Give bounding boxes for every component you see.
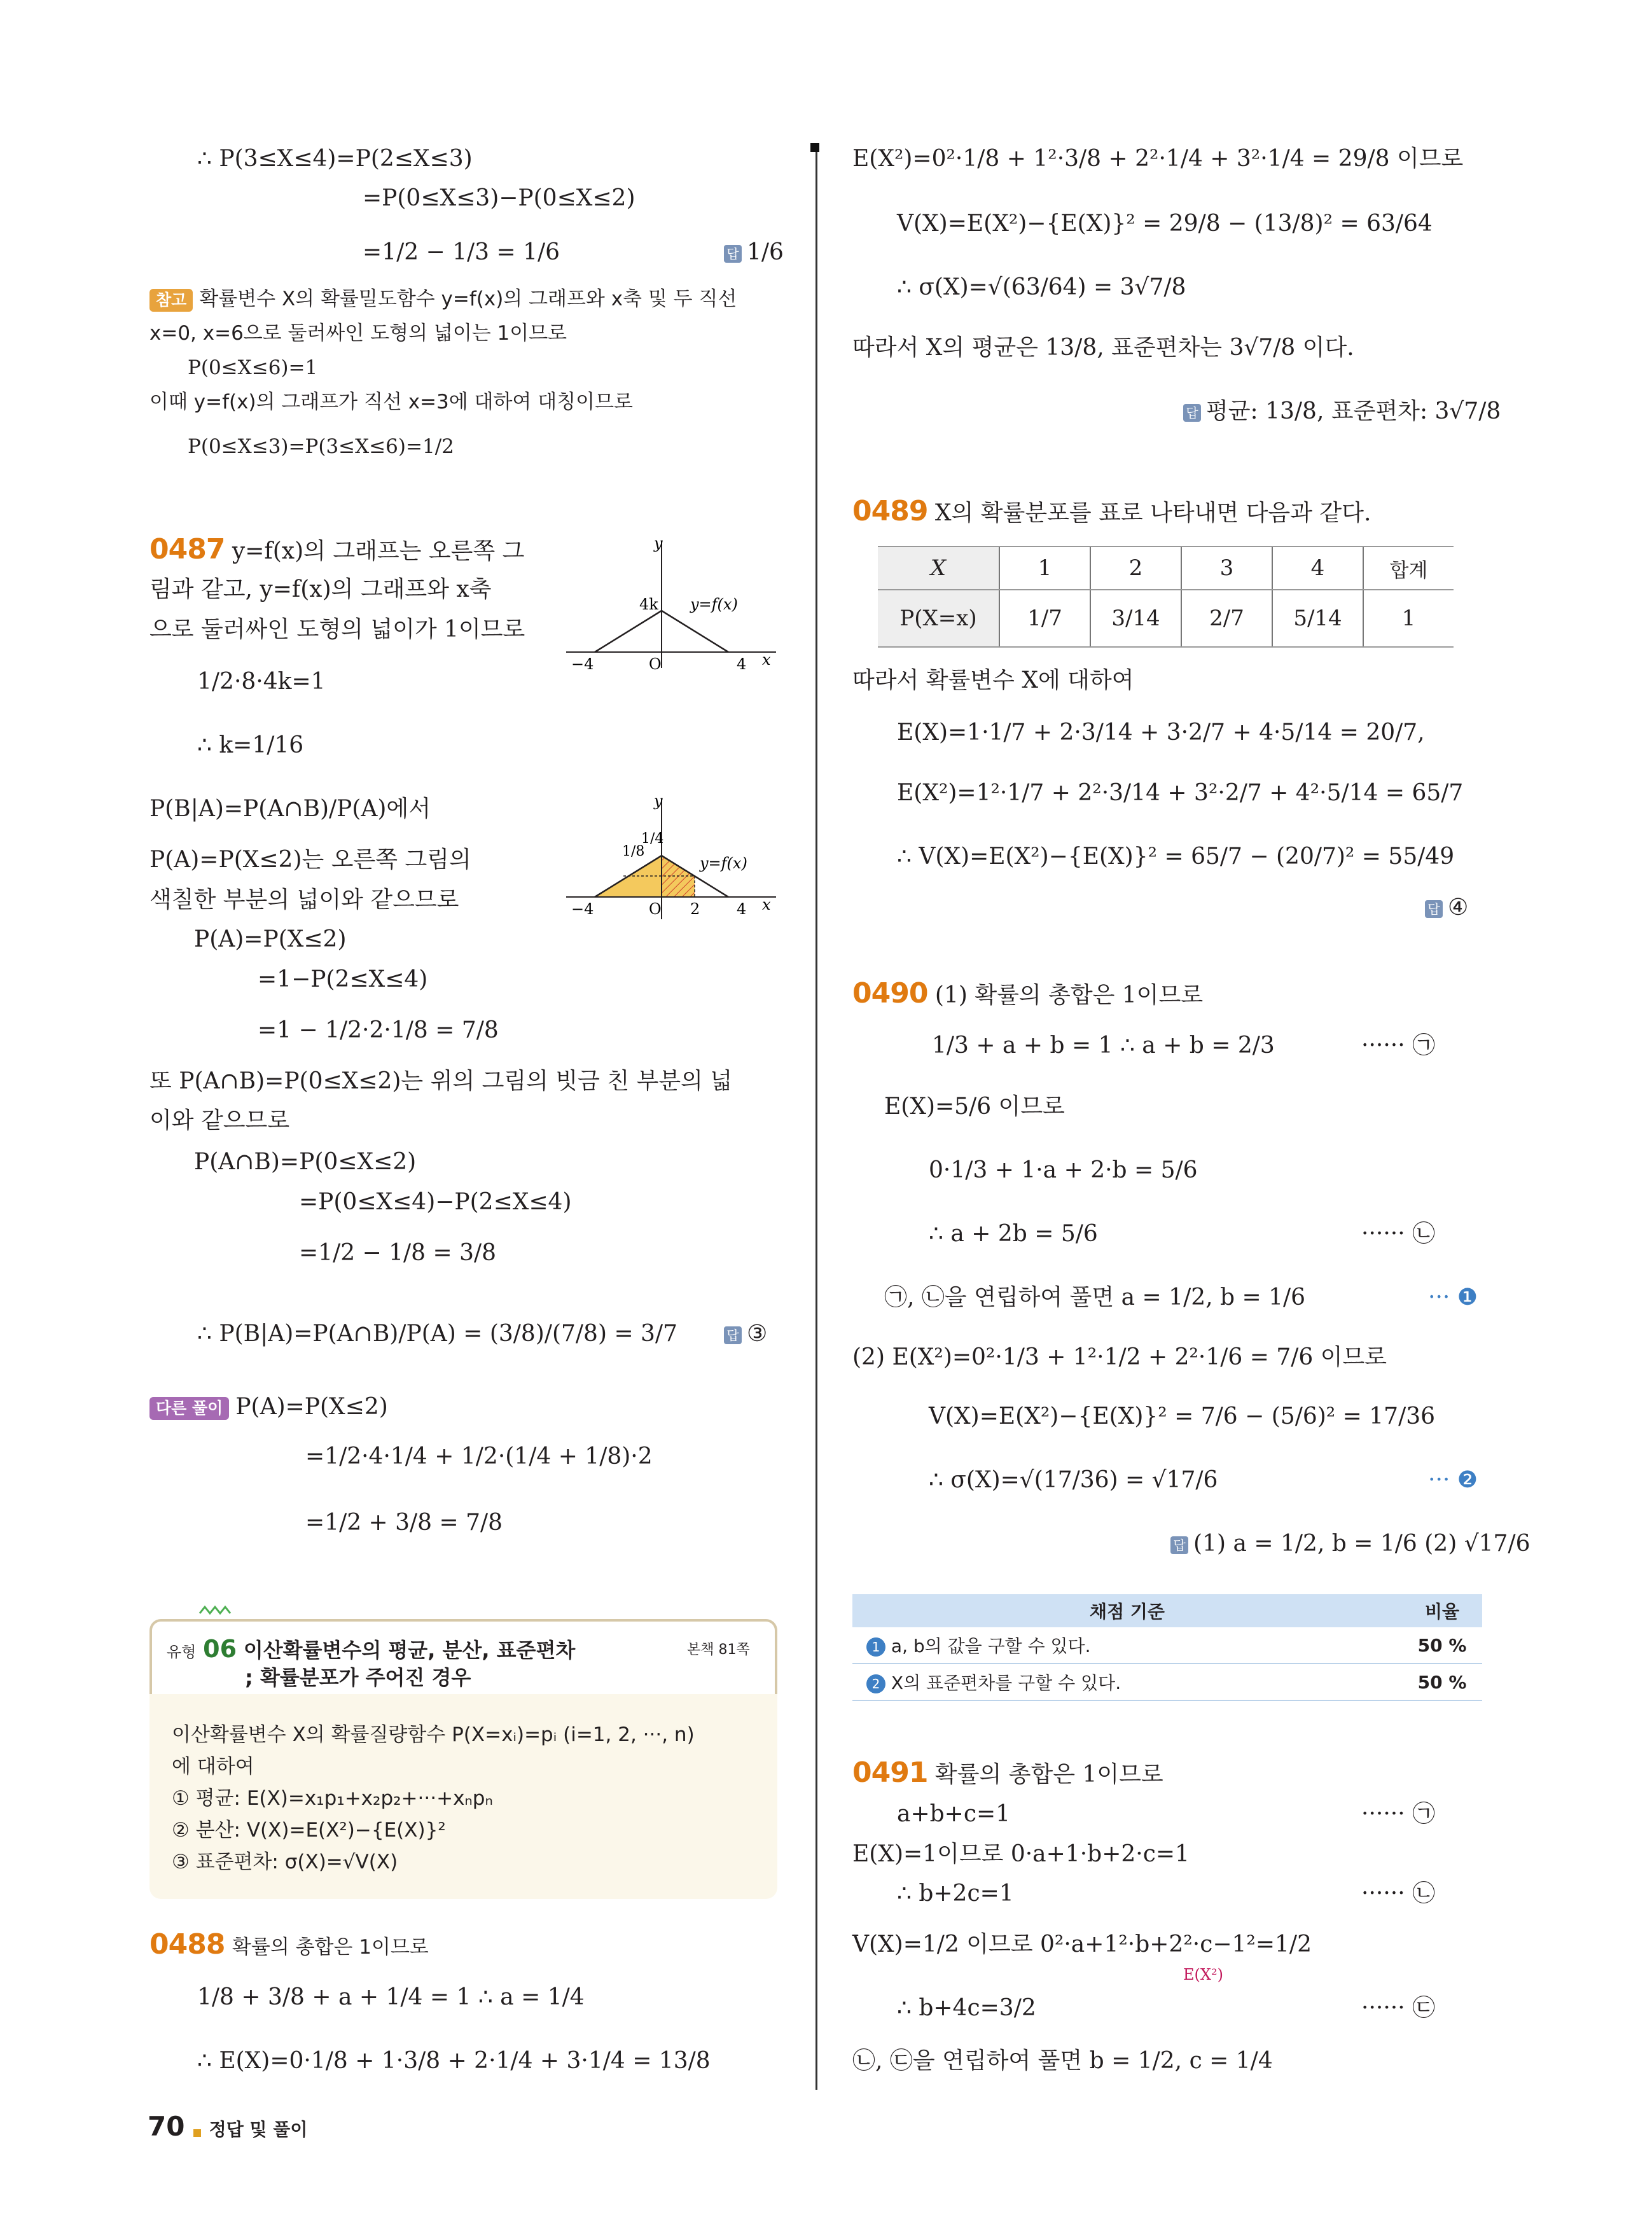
table-header-x: X [878, 546, 999, 590]
problem-0490-line-8: V(X)=E(X²)−{E(X)}² = 7/6 − (5/6)² = 17/36 [929, 1403, 1436, 1429]
alt-solution-line-2: =1/2·4·1/4 + 1/2·(1/4 + 1/8)·2 [305, 1443, 653, 1470]
problem-0489-line-5: ∴ V(X)=E(X²)−{E(X)}² = 65/7 − (20/7)² = 55/49 [897, 844, 1455, 870]
alt-solution-line-1 [149, 1393, 388, 1421]
peak-label: 4k [639, 595, 658, 613]
problem-0489-line-1 [852, 497, 1371, 527]
problem-0489-line-4: E(X²)=1²·1/7 + 2²·3/14 + 3²·2/7 + 4²·5/14 = 65/7 [897, 780, 1464, 806]
table-cell: 1 [999, 546, 1090, 590]
table-cell: 1/7 [999, 590, 1090, 647]
type-title-2: ; 확률분포가 주어진 경우 [245, 1665, 471, 1690]
problem-0488-line-2: 1/8 + 3/8 + a + 1/4 = 1 ∴ a = 1/4 [197, 1984, 585, 2010]
problem-0487-line-4: 1/2·8·4k=1 [197, 669, 326, 695]
grade-criteria-text-1: a, b의 값을 구할 수 있다. [891, 1636, 1091, 1657]
problem-0487-text-1: y=f(x)의 그래프는 오른쪽 그 [232, 538, 525, 564]
divider-marker [810, 143, 819, 152]
x-label: x [762, 896, 771, 914]
table-row [878, 546, 1454, 590]
table-row [852, 1627, 1482, 1664]
problem-0487-line-14: P(A∩B)=P(0≤X≤2) [194, 1149, 417, 1175]
note-tag: 참고 [149, 289, 193, 312]
problem-0490-text-1: (1) 확률의 총합은 1이므로 [934, 982, 1204, 1008]
problem-0487-line-9: P(A)=P(X≤2) [194, 926, 347, 952]
problem-0487-line-7: P(A)=P(X≤2)는 오른쪽 그림의 [149, 847, 471, 873]
right-cont-line-2: V(X)=E(X²)−{E(X)}² = 29/8 − (13/8)² = 63/64 [897, 211, 1433, 237]
table-cell: 3 [1181, 546, 1272, 590]
problem-0489-text-1: X의 확률분포를 표로 나타내면 다음과 같다. [934, 500, 1371, 526]
type-ref: 본책 81쪽 [687, 1642, 750, 1658]
marker-1: ······ ㉠ [1361, 1032, 1436, 1059]
type-label: 유형 [167, 1643, 197, 1661]
problem-0487-line-6: P(B|A)=P(A∩B)/P(A)에서 [149, 796, 431, 822]
problem-0487-line-2: 림과 같고, y=f(x)의 그래프와 x축 [149, 576, 492, 602]
problem-0487-line-17: ∴ P(B|A)=P(A∩B)/P(A) = (3/8)/(7/8) = 3/7 [197, 1321, 677, 1347]
table-cell: 3/14 [1090, 590, 1181, 647]
distribution-table [878, 546, 1454, 648]
note-line-2: x=0, x=6으로 둘러싸인 도형의 넓이는 1이므로 [149, 322, 567, 345]
x-label: x [762, 651, 771, 669]
problem-0491-line-1 [852, 1756, 1163, 1789]
problem-0490-line-9: ∴ σ(X)=√(17/36) = √17/6 [929, 1467, 1218, 1493]
problem-0487-line-13: 이와 같으므로 [149, 1108, 290, 1134]
problem-0491-line-4: ∴ b+2c=1 [897, 1880, 1014, 1907]
problem-0490-line-7: (2) E(X²)=0²·1/3 + 1²·1/2 + 2²·1/6 = 7/6 이므로 [852, 1344, 1387, 1370]
wave-decoration-icon [198, 1602, 237, 1618]
alt-solution-text-1: P(A)=P(X≤2) [235, 1394, 388, 1420]
origin-label: O [649, 900, 662, 918]
problem-0489-line-2: 따라서 확률변수 X에 대하여 [852, 667, 1134, 693]
problem-0490-line-2: 1/3 + a + b = 1 ∴ a + b = 2/3 [932, 1032, 1275, 1059]
note-line-3: P(0≤X≤6)=1 [188, 356, 318, 379]
problem-number-0489: 0489 [852, 495, 928, 527]
type-body-5: ③ 표준편차: σ(X)=√V(X) [172, 1851, 398, 1873]
function-label: y=f(x) [690, 595, 738, 613]
problem-0487-line-16: =1/2 − 1/8 = 3/8 [299, 1240, 497, 1266]
grade-header-criteria: 채점 기준 [852, 1594, 1402, 1627]
type-body-2: 에 대하여 [172, 1755, 254, 1778]
problem-0491-note: E(X²) [1183, 1966, 1223, 1984]
answer-value: (1) a = 1/2, b = 1/6 (2) √17/6 [1193, 1531, 1531, 1557]
problem-0487-line-15: =P(0≤X≤4)−P(2≤X≤4) [299, 1189, 572, 1215]
table-cell: 4 [1272, 546, 1363, 590]
function-label: y=f(x) [700, 854, 747, 872]
problem-0489-line-3: E(X)=1·1/7 + 2·3/14 + 3·2/7 + 4·5/14 = 20/7, [897, 719, 1425, 746]
page-number: 70 [148, 2111, 185, 2142]
answer-icon: 답 [1183, 404, 1201, 422]
graph-triangle [560, 534, 782, 671]
marker-2: ······ ㉡ [1361, 1880, 1436, 1907]
cont-answer [724, 239, 784, 267]
problem-number-0490: 0490 [852, 977, 928, 1010]
problem-0491-line-5: V(X)=1/2 이므로 0²·a+1²·b+2²·c−1²=1/2 [852, 1931, 1312, 1957]
problem-0491-text-1: 확률의 총합은 1이므로 [934, 1762, 1163, 1788]
type-title-1: 이산확률변수의 평균, 분산, 표준편차 [243, 1638, 576, 1662]
grade-criteria-text-2: X의 표준편차를 구할 수 있다. [891, 1672, 1121, 1693]
problem-0490-line-1 [852, 977, 1204, 1010]
right-cont-line-3: ∴ σ(X)=√(63/64) = 3√7/8 [897, 274, 1186, 300]
problem-0488-line-1 [149, 1928, 429, 1961]
answer-icon: 답 [1425, 900, 1443, 918]
answer-value: ④ [1448, 894, 1469, 921]
grade-ratio-1: 50 % [1402, 1627, 1482, 1664]
problem-0488-line-3: ∴ E(X)=0·1/8 + 1·3/8 + 2·1/4 + 3·1/4 = 13/8 [197, 2048, 711, 2074]
neg-four-label: −4 [571, 900, 594, 918]
problem-number-0491: 0491 [852, 1756, 928, 1789]
table-header-p: P(X=x) [878, 590, 999, 647]
footer-bullet [193, 2129, 201, 2137]
problem-0490-line-3: E(X)=5/6 이므로 [884, 1094, 1065, 1120]
answer-value: ③ [747, 1321, 768, 1347]
y-label: y [654, 534, 663, 552]
cont-line-3: =1/2 − 1/3 = 1/6 [363, 239, 560, 265]
one-eighth-label: 1/8 [622, 844, 645, 859]
cont-line-2: =P(0≤X≤3)−P(0≤X≤2) [363, 185, 635, 211]
problem-0487-answer [724, 1320, 767, 1348]
problem-0488-text-1: 확률의 총합은 1이므로 [232, 1936, 429, 1959]
problem-0491-line-3: E(X)=1이므로 0·a+1·b+2·c=1 [852, 1841, 1190, 1867]
table-header-sum: 합계 [1363, 546, 1454, 590]
note-line-1 [149, 285, 737, 313]
answer-icon: 답 [724, 1326, 742, 1344]
y-label: y [654, 792, 663, 810]
problem-0491-line-6: ∴ b+4c=3/2 [897, 1995, 1036, 2021]
right-cont-line-1: E(X²)=0²·1/8 + 1²·3/8 + 2²·1/4 + 3²·1/4 = 29/8 이므로 [852, 146, 1464, 172]
table-cell: 5/14 [1272, 590, 1363, 647]
problem-0487-line-1 [149, 533, 525, 566]
answer-icon: 답 [724, 245, 742, 263]
alt-solution-tag: 다른 풀이 [149, 1397, 229, 1420]
cont-line-1: ∴ P(3≤X≤4)=P(2≤X≤3) [197, 146, 473, 172]
note-line-5: P(0≤X≤3)=P(3≤X≤6)=1/2 [188, 435, 454, 458]
graph-shaded [560, 792, 782, 929]
table-cell: 2 [1090, 546, 1181, 590]
step-badge-2: 2 [866, 1674, 885, 1693]
two-label: 2 [690, 900, 700, 918]
one-quarter-label: 1/4 [641, 831, 664, 847]
grade-criteria-1 [852, 1627, 1402, 1664]
note-line-4: 이때 y=f(x)의 그래프가 직선 x=3에 대하여 대칭이므로 [149, 391, 633, 414]
grade-criteria-2 [852, 1664, 1402, 1700]
type-body-3: ① 평균: E(X)=x₁p₁+x₂p₂+···+xₙpₙ [172, 1787, 493, 1810]
problem-0490-line-4: 0·1/3 + 1·a + 2·b = 5/6 [929, 1157, 1198, 1183]
table-row [852, 1594, 1482, 1627]
cont-answer-value: 1/6 [747, 239, 784, 265]
marker-3: ······ ㉢ [1361, 1995, 1436, 2021]
step-marker-1: ··· ❶ [1428, 1284, 1478, 1310]
problem-0487-line-12: 또 P(A∩B)=P(0≤X≤2)는 위의 그림의 빗금 친 부분의 넓 [149, 1068, 733, 1094]
origin-label: O [649, 655, 662, 671]
problem-number-0488: 0488 [149, 1928, 225, 1961]
neg-four-label: −4 [571, 655, 594, 671]
table-cell: 1 [1363, 590, 1454, 647]
grade-ratio-2: 50 % [1402, 1664, 1482, 1700]
column-divider [816, 143, 817, 2090]
footer-label: 정답 및 풀이 [209, 2119, 308, 2140]
problem-number-0487: 0487 [149, 533, 225, 566]
table-row [878, 590, 1454, 647]
note-text-1: 확률변수 X의 확률밀도함수 y=f(x)의 그래프와 x축 및 두 직선 [199, 288, 737, 310]
right-cont-line-4: 따라서 X의 평균은 13/8, 표준편차는 3√7/8 이다. [852, 335, 1354, 361]
problem-0487-line-5: ∴ k=1/16 [197, 732, 304, 758]
pos-four-label: 4 [737, 655, 747, 671]
type-body-4: ② 분산: V(X)=E(X²)−{E(X)}² [172, 1819, 446, 1842]
answer-value: 평균: 13/8, 표준편차: 3√7/8 [1206, 398, 1501, 424]
problem-0491-line-2: a+b+c=1 [897, 1801, 1011, 1827]
step-marker-2: ··· ❷ [1428, 1467, 1478, 1493]
right-cont-answer [1183, 398, 1501, 426]
problem-0490-answer [1170, 1530, 1530, 1558]
marker-2: ······ ㉡ [1361, 1221, 1436, 1247]
step-badge-1: 1 [866, 1637, 885, 1657]
type-body-1: 이산확률변수 X의 확률질량함수 P(X=xᵢ)=pᵢ (i=1, 2, ···, n) [172, 1723, 695, 1746]
problem-0487-line-8: 색칠한 부분의 넓이와 같으므로 [149, 887, 459, 913]
type-number: 06 [203, 1635, 237, 1663]
alt-solution-line-3: =1/2 + 3/8 = 7/8 [305, 1510, 503, 1536]
marker-1: ······ ㉠ [1361, 1801, 1436, 1827]
grading-table [852, 1594, 1482, 1701]
problem-0491-line-7: ㉡, ㉢을 연립하여 풀면 b = 1/2, c = 1/4 [852, 2048, 1273, 2074]
page-footer [148, 2111, 307, 2142]
grade-header-ratio: 비율 [1402, 1594, 1482, 1627]
answer-icon: 답 [1170, 1536, 1188, 1554]
problem-0487-line-10: =1−P(2≤X≤4) [258, 966, 428, 992]
type-title-line-1 [167, 1635, 575, 1666]
problem-0490-line-5: ∴ a + 2b = 5/6 [929, 1221, 1098, 1247]
problem-0489-answer [1425, 894, 1468, 922]
table-row [852, 1664, 1482, 1700]
problem-0490-line-6: ㉠, ㉡을 연립하여 풀면 a = 1/2, b = 1/6 [884, 1284, 1306, 1310]
problem-0487-line-11: =1 − 1/2·2·1/8 = 7/8 [258, 1017, 499, 1043]
pos-four-label: 4 [737, 900, 747, 918]
problem-0487-line-3: 으로 둘러싸인 도형의 넓이가 1이므로 [149, 616, 525, 643]
table-cell: 2/7 [1181, 590, 1272, 647]
